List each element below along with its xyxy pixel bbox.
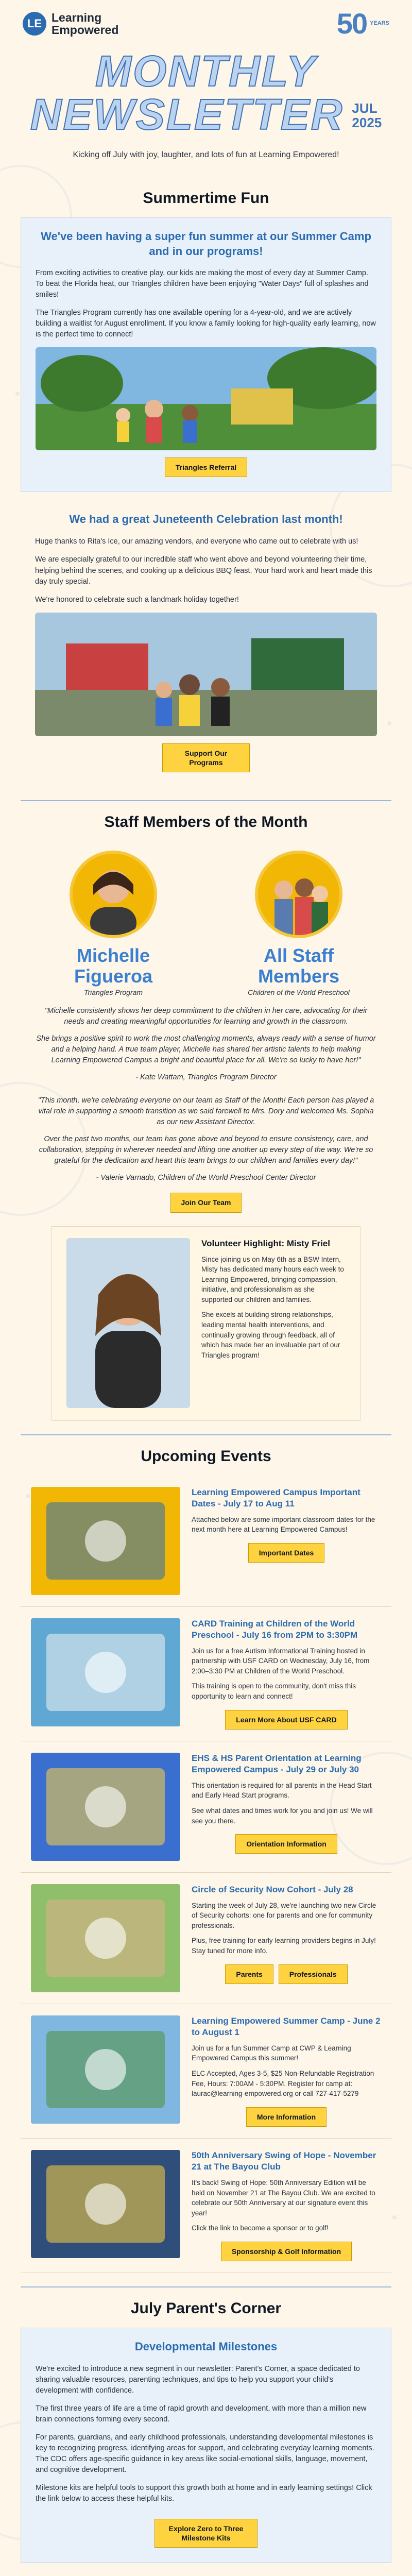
volunteer-p2: She excels at building strong relationships, leading mental health interventions, and continually growing through feedback, all of which has made her an invaluable part of our Triangles program!: [201, 1311, 340, 1359]
event-item: [21, 1607, 391, 1741]
anniversary-label: YEARS: [370, 20, 389, 27]
staff-member-michelle: [41, 851, 185, 996]
event-button[interactable]: More Information: [246, 2107, 327, 2127]
parents-p2: The first three years of life are a time of rapid growth and development, with more than a million new brain connections forming every second.: [36, 2404, 367, 2424]
parents-p3: For parents, guardians, and early childhood professionals, understanding developmental milestones is key to recognizing progress, identifying areas for support, and celebrating everyday learning moments. The CDC offers age-specific guidance in key areas like social-emotional skills, language, movement, and cognitive development.: [36, 2433, 374, 2474]
event-title: Learning Empowered Campus Important Dates - July 17 to Aug 11: [192, 1487, 360, 1509]
event-image: [31, 2015, 180, 2124]
staff-heading: Staff Members of the Month: [104, 813, 308, 831]
masthead: [21, 41, 391, 141]
anniversary-number: 50: [336, 7, 367, 40]
event-item: [21, 2004, 391, 2139]
event-p1: This orientation is required for all parents in the Head Start and Early Head Start programs.: [192, 1781, 372, 1800]
event-title: Learning Empowered Summer Camp - June 2 to August 1: [192, 2015, 381, 2037]
event-title: CARD Training at Children of the World Preschool - July 16 from 2PM to 3:30PM: [192, 1618, 358, 1640]
volunteer-highlight: [52, 1226, 360, 1421]
event-button-secondary[interactable]: Professionals: [279, 1964, 348, 1984]
event-item: [21, 2139, 391, 2273]
parents-p4: Milestone kits are helpful tools to support this growth both at home and in early learning settings! Click the link below to access these helpful kits.: [36, 2483, 372, 2503]
parents-card: [21, 2328, 391, 2563]
summer-p1: From exciting activities to creative play, our kids are making the most of every day at Summer Camp. To beat the Florida heat, our Triangles children have been enjoying "Water Days" full of splashes and smiles!: [36, 269, 369, 299]
issue-year: 2025: [352, 114, 382, 130]
event-p1: Starting the week of July 28, we're launching two new Circle of Security cohorts: one for parents and one for community professionals.: [192, 1901, 376, 1929]
event-image: [31, 1618, 180, 1726]
milestone-kits-button[interactable]: Explore Zero to Three Milestone Kits: [154, 2519, 258, 2548]
juneteenth-photo-image: [35, 613, 377, 736]
summer-heading: Summertime Fun: [143, 190, 269, 207]
event-image: [31, 2150, 180, 2258]
masthead-newsletter: NEWSLETTER: [30, 90, 344, 139]
triangles-referral-button[interactable]: Triangles Referral: [165, 457, 247, 477]
michelle-quote-2: She brings a positive spirit to work the most challenging moments, always ready with a sense of humor and a helping hand. A true team player, Michelle has shared her artistic talents to help making Learning Empowered Campus a bright and beautiful place for all. We're so lucky to have her!": [36, 1035, 376, 1065]
event-item: [21, 1476, 391, 1607]
event-p1: Attached below are some important classroom dates for the next month here at Learning Empowered Campus!: [192, 1515, 375, 1534]
staff-1-role: Triangles Program: [83, 988, 143, 997]
event-item: [21, 1741, 391, 1873]
all-staff-quote-2: Over the past two months, our team has gone above and beyond to ensure consistency, care, and collaboration, stepping in wherever needed and lifting one another up every step of the way. We're so grateful for the dedication and heart this team brings to our children and families every day!": [39, 1135, 373, 1165]
summer-card: [21, 217, 391, 492]
join-team-button[interactable]: Join Our Team: [170, 1193, 242, 1212]
juneteenth-photo: [35, 613, 377, 736]
misty-photo: [66, 1238, 190, 1408]
header-bar: [21, 0, 391, 41]
events-heading: Upcoming Events: [141, 1447, 271, 1465]
all-staff-quote-1: "This month, we're celebrating everyone on our team as Staff of the Month! Each person has played a vital role in supporting a smooth transition as we said farewell to Mrs. Dory and welcomed Ms. Sophia as our new Assistant Director.: [38, 1096, 374, 1127]
event-p1: Join us for a free Autism Informational Training hosted in partnership with USF CARD on Wednesday, July 16, from 2:00–3:30 PM at Children of the World Preschool.: [192, 1647, 370, 1675]
michelle-photo-image: [73, 854, 154, 935]
parents-heading: July Parent's Corner: [130, 2300, 282, 2317]
parents-p1: We're excited to introduce a new segment in our newsletter: Parent's Corner, a space dedicated to sharing valuable resources, parenting techniques, and tips to help you support your child's development with confidence.: [36, 2364, 360, 2395]
event-title: Circle of Security Now Cohort - July 28: [192, 1884, 353, 1894]
logo-line-1: Learning: [52, 10, 102, 24]
volunteer-title: Volunteer Highlight: Misty Friel: [201, 1238, 330, 1248]
event-image: [31, 1487, 180, 1595]
parents-card-title: Developmental Milestones: [134, 2340, 278, 2353]
summer-photo-image: [36, 347, 376, 450]
intro-text: Kicking off July with joy, laughter, and lots of fun at Learning Empowered!: [73, 150, 339, 159]
juneteenth-p1: Huge thanks to Rita's Ice, our amazing vendors, and everyone who came out to celebrate with us!: [35, 537, 358, 546]
event-button[interactable]: Learn More About USF CARD: [225, 1710, 347, 1730]
event-button[interactable]: Sponsorship & Golf Information: [221, 2242, 352, 2261]
event-button[interactable]: Parents: [225, 1964, 273, 1984]
staff-2-role: Children of the World Preschool: [248, 988, 350, 997]
event-title: EHS & HS Parent Orientation at Learning Empowered Campus - July 29 or July 30: [192, 1753, 362, 1774]
events-list: [21, 1476, 391, 2274]
support-programs-button[interactable]: Support Our Programs: [162, 743, 250, 772]
learning-empowered-logo[interactable]: [23, 11, 118, 36]
michelle-quote-1: "Michelle consistently shows her deep commitment to the children in her care, advocating for their needs and creating meaningful opportunities for learning and growth in the classroom.: [44, 1007, 368, 1026]
juneteenth-heading: We had a great Juneteenth Celebration last month!: [69, 513, 343, 526]
event-p1: Join us for a fun Summer Camp at CWP & Learning Empowered Campus this summer!: [192, 2044, 351, 2062]
summer-card-title: We've been having a super fun summer at our Summer Camp and in our programs!: [41, 230, 371, 258]
event-p2: This training is open to the community, don't miss this opportunity to learn and connect!: [192, 1682, 356, 1700]
juneteenth-card: [21, 536, 391, 786]
event-item: [21, 1873, 391, 2004]
event-p2: See what dates and times work for you and join us! We will see you there.: [192, 1807, 373, 1825]
event-p2: Click the link to become a sponsor or to golf!: [192, 2224, 329, 2232]
juneteenth-p3: We're honored to celebrate such a landmark holiday together!: [35, 595, 239, 604]
event-image: [31, 1753, 180, 1861]
all-staff-photo: [255, 851, 342, 938]
issue-month: JUL: [352, 100, 377, 116]
event-p2: ELC Accepted, Ages 3-5, $25 Non-Refundable Registration Fee, Hours: 7:00AM - 5:30PM. Register for camp at: laurac@learning-empowered.org or call 727-417-5279: [192, 2070, 374, 2098]
staff-members: [21, 841, 391, 1002]
staff-2-name: All Staff Members: [258, 944, 340, 987]
event-button[interactable]: Orientation Information: [235, 1834, 337, 1854]
issue-date: [352, 101, 382, 136]
all-staff-photo-image: [258, 854, 339, 935]
event-button[interactable]: Important Dates: [248, 1543, 325, 1563]
event-title: 50th Anniversary Swing of Hope - November 21 at The Bayou Club: [192, 2150, 376, 2172]
anniversary-logo: [337, 9, 389, 38]
staff-1-name: Michelle Figueroa: [74, 944, 152, 987]
event-p1: It's back! Swing of Hope: 50th Anniversary Edition will be held on November 21 at The Bayou Club. We are excited to celebrate our 50th Anniversary at our signature event this year!: [192, 2179, 375, 2217]
michelle-photo: [70, 851, 157, 938]
summer-p2: The Triangles Program currently has one available opening for a 4-year-old, and we are actively building a waitlist for August enrollment. If you know a family looking for high-quality early learning, now is the perfect time to connect!: [36, 309, 376, 339]
misty-photo-image: [66, 1238, 190, 1408]
logo-mark-icon: LE: [23, 12, 46, 36]
juneteenth-p2: We are especially grateful to our incredible staff who went above and beyond volunteering their time, helping behind the scenes, and cooking up a delicious BBQ feast. Your hard work and heart made this day truly special.: [35, 555, 372, 586]
logo-line-2: Empowered: [52, 23, 119, 37]
all-staff-quote-attribution: - Valerie Varnado, Children of the World Preschool Center Director: [96, 1174, 316, 1182]
masthead-monthly: MONTHLY: [95, 47, 317, 95]
staff-member-all: [227, 851, 371, 996]
volunteer-p1: Since joining us on May 6th as a BSW Intern, Misty has dedicated many hours each week to Learning Empowered, bringing compassion, initiative, and professionalism as she supported our children and families.: [201, 1255, 344, 1303]
michelle-quote-attribution: - Kate Wattam, Triangles Program Director: [135, 1073, 277, 1082]
event-p2: Plus, free training for early learning providers begins in July! Stay tuned for more info.: [192, 1937, 376, 1955]
event-image: [31, 1884, 180, 1992]
summer-photo: [36, 347, 376, 450]
